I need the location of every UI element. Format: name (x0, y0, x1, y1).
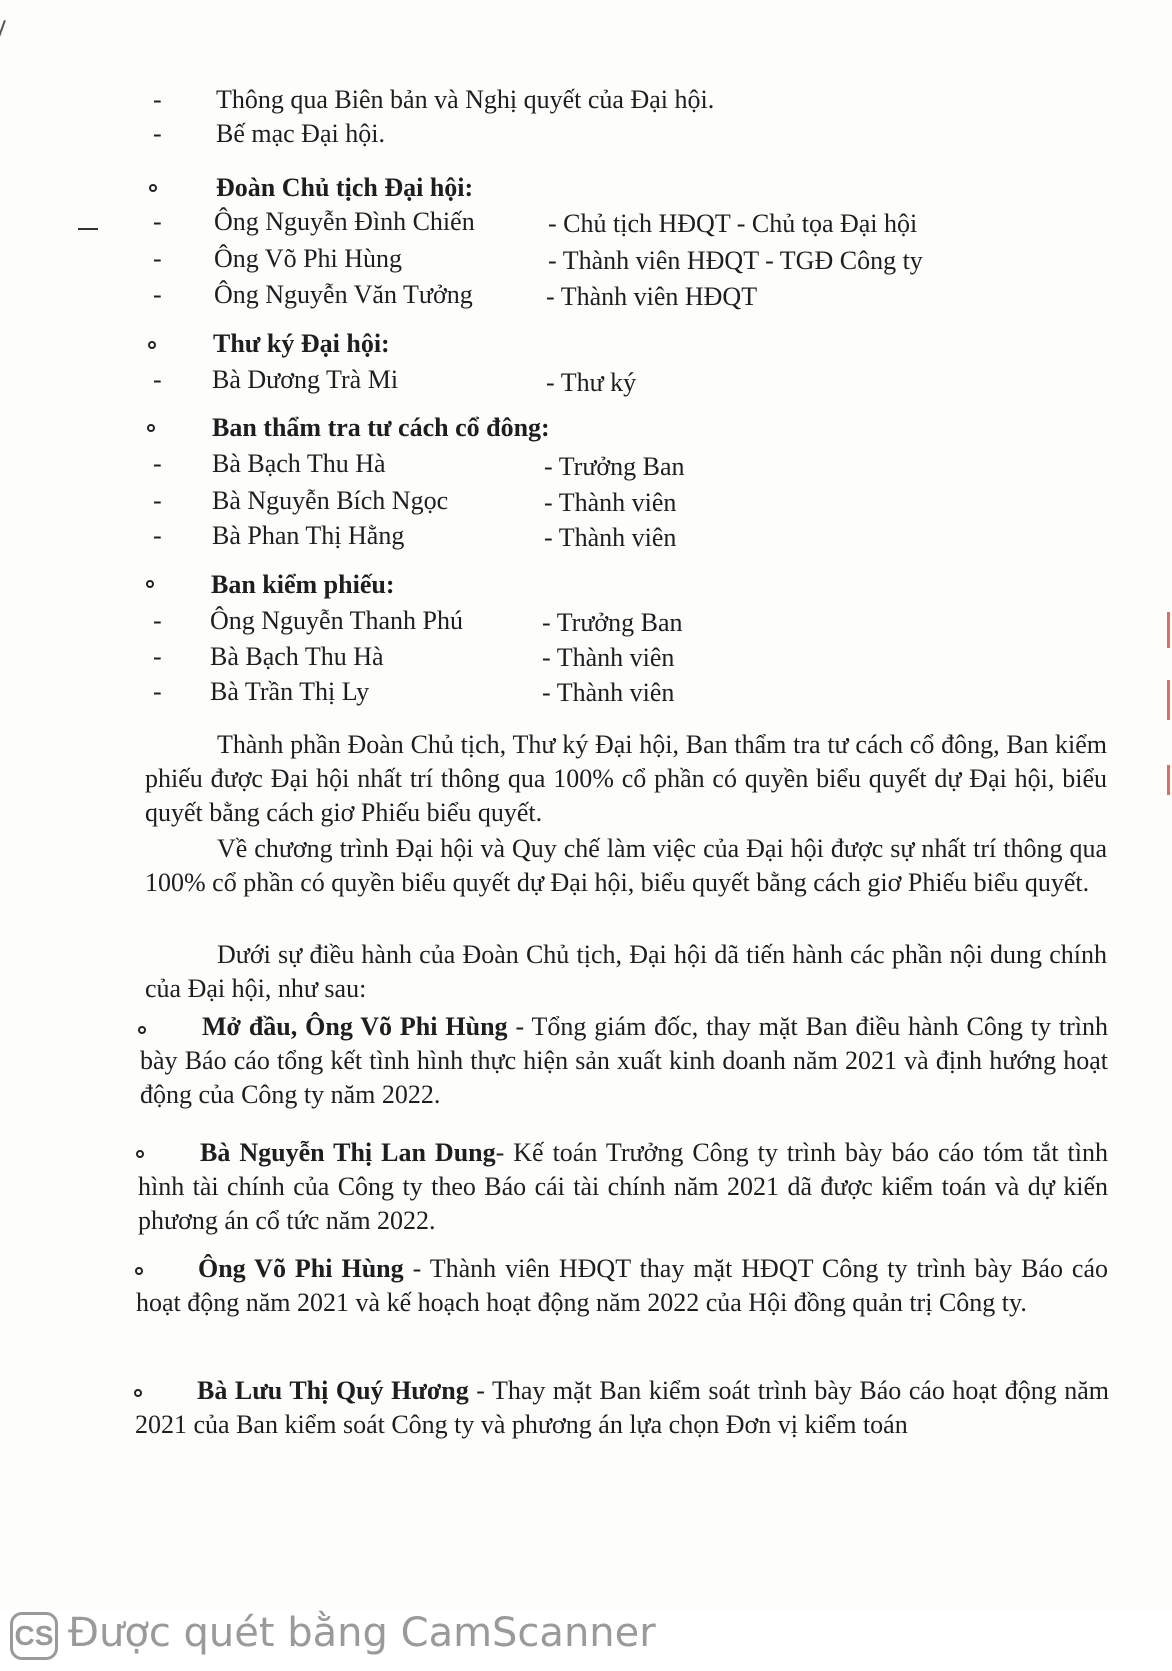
paragraph: Về chương trình Đại hội và Quy chế làm việc của Đại hội được sự nhất trí thông qua 100% cổ phần có quyền biểu quyết dự Đại hội, biểu quyết bằng cách giơ Phiếu biểu quyết. (145, 834, 1107, 897)
dash-marker: - (153, 119, 162, 148)
agenda-item: Thông qua Biên bản và Nghị quyết của Đại hội. (216, 85, 715, 114)
member-role: - Thành viên (542, 678, 675, 707)
dash-marker: - (153, 207, 162, 236)
report-presenter: Bà Lưu Thị Quý Hương (197, 1376, 469, 1405)
scan-edge-line (0, 20, 6, 124)
member-role: - Thành viên HĐQT (546, 282, 758, 311)
dash-marker: - (153, 244, 162, 273)
report-item: Mở đầu, Ông Võ Phi Hùng - Tổng giám đốc, thay mặt Ban điều hành Công ty trình bày Báo cáo tổng kết tình hình thực hiện sản xuất kinh doanh năm 2021 và định hướng hoạt động của Công ty năm 2022. (140, 1012, 1108, 1109)
paragraph: Thành phần Đoàn Chủ tịch, Thư ký Đại hội, Ban thẩm tra tư cách cổ đông, Ban kiểm phiếu được Đại hội nhất trí thông qua 100% cổ phần có quyền biểu quyết dự Đại hội, biểu quyết bằng cách giơ Phiếu biểu quyết. (145, 730, 1107, 827)
member-role: - Chủ tịch HĐQT - Chủ tọa Đại hội (548, 209, 918, 238)
member-name: Ông Nguyễn Thanh Phú (210, 606, 464, 635)
agenda-item: Bế mạc Đại hội. (216, 119, 385, 148)
paragraph: Dưới sự điều hành của Đoàn Chủ tịch, Đại hội dã tiến hành các phần nội dung chính của Đại hội, như sau: (145, 940, 1107, 1003)
section-heading: Ban kiểm phiếu: (211, 570, 395, 599)
stray-mark (78, 228, 98, 230)
report-presenter: Mở đầu, Ông Võ Phi Hùng (202, 1012, 508, 1041)
member-name: Bà Bạch Thu Hà (212, 449, 386, 478)
red-margin-mark (1167, 680, 1170, 720)
report-item: Bà Nguyễn Thị Lan Dung- Kế toán Trưởng Công ty trình bày báo cáo tóm tắt tình hình tài chính của Công ty theo Báo cái tài chính năm 2021 dã được kiểm toán và dự kiến phương án cổ tức năm 2022. (138, 1138, 1108, 1235)
member-name: Ông Nguyễn Đình Chiến (214, 207, 475, 236)
dash-marker: - (153, 280, 162, 309)
bullet-icon (148, 341, 156, 349)
red-margin-mark (1167, 612, 1170, 648)
dash-marker: - (153, 449, 162, 478)
member-role: - Thư ký (546, 368, 637, 397)
section-heading: Ban thẩm tra tư cách cổ đông: (212, 413, 550, 442)
camscanner-logo-icon: CS (10, 1612, 58, 1660)
report-presenter: Ông Võ Phi Hùng (198, 1254, 404, 1283)
section-heading: Đoàn Chủ tịch Đại hội: (216, 173, 474, 202)
dash-marker: - (153, 85, 162, 114)
member-role: - Thành viên (542, 643, 675, 672)
report-item: Bà Lưu Thị Quý Hương - Thay mặt Ban kiểm soát trình bày Báo cáo hoạt động năm 2021 của Ban kiểm soát Công ty và phương án lựa chọn Đơn vị kiểm toán (135, 1376, 1109, 1439)
member-name: Bà Bạch Thu Hà (210, 642, 384, 671)
member-name: Bà Trần Thị Ly (210, 677, 370, 706)
member-role: - Trưởng Ban (544, 452, 685, 481)
report-item: Ông Võ Phi Hùng - Thành viên HĐQT thay mặt HĐQT Công ty trình bày Báo cáo hoạt động năm 2021 và kế hoạch hoạt động năm 2022 của Hội đồng quản trị Công ty. (136, 1254, 1108, 1317)
bullet-icon (147, 424, 155, 432)
dash-marker: - (153, 521, 162, 550)
bullet-icon (149, 184, 157, 192)
scanner-watermark-text: Được quét bằng CamScanner (68, 1610, 656, 1656)
member-name: Ông Nguyễn Văn Tưởng (214, 280, 473, 309)
report-presenter: Bà Nguyễn Thị Lan Dung (200, 1138, 496, 1167)
red-margin-mark (1167, 765, 1170, 795)
bullet-icon (146, 580, 154, 588)
member-name: Ông Võ Phi Hùng (214, 244, 403, 273)
dash-marker: - (153, 642, 162, 671)
member-role: - Thành viên (544, 523, 677, 552)
section-heading: Thư ký Đại hội: (213, 329, 390, 358)
member-role: - Thành viên (544, 488, 677, 517)
dash-marker: - (153, 486, 162, 515)
member-role: - Thành viên HĐQT - TGĐ Công ty (548, 246, 923, 275)
member-name: Bà Dương Trà Mi (212, 365, 399, 394)
dash-marker: - (153, 606, 162, 635)
member-name: Bà Nguyễn Bích Ngọc (212, 486, 449, 515)
dash-marker: - (153, 677, 162, 706)
dash-marker: - (153, 365, 162, 394)
member-name: Bà Phan Thị Hằng (212, 521, 405, 550)
member-role: - Trưởng Ban (542, 608, 683, 637)
